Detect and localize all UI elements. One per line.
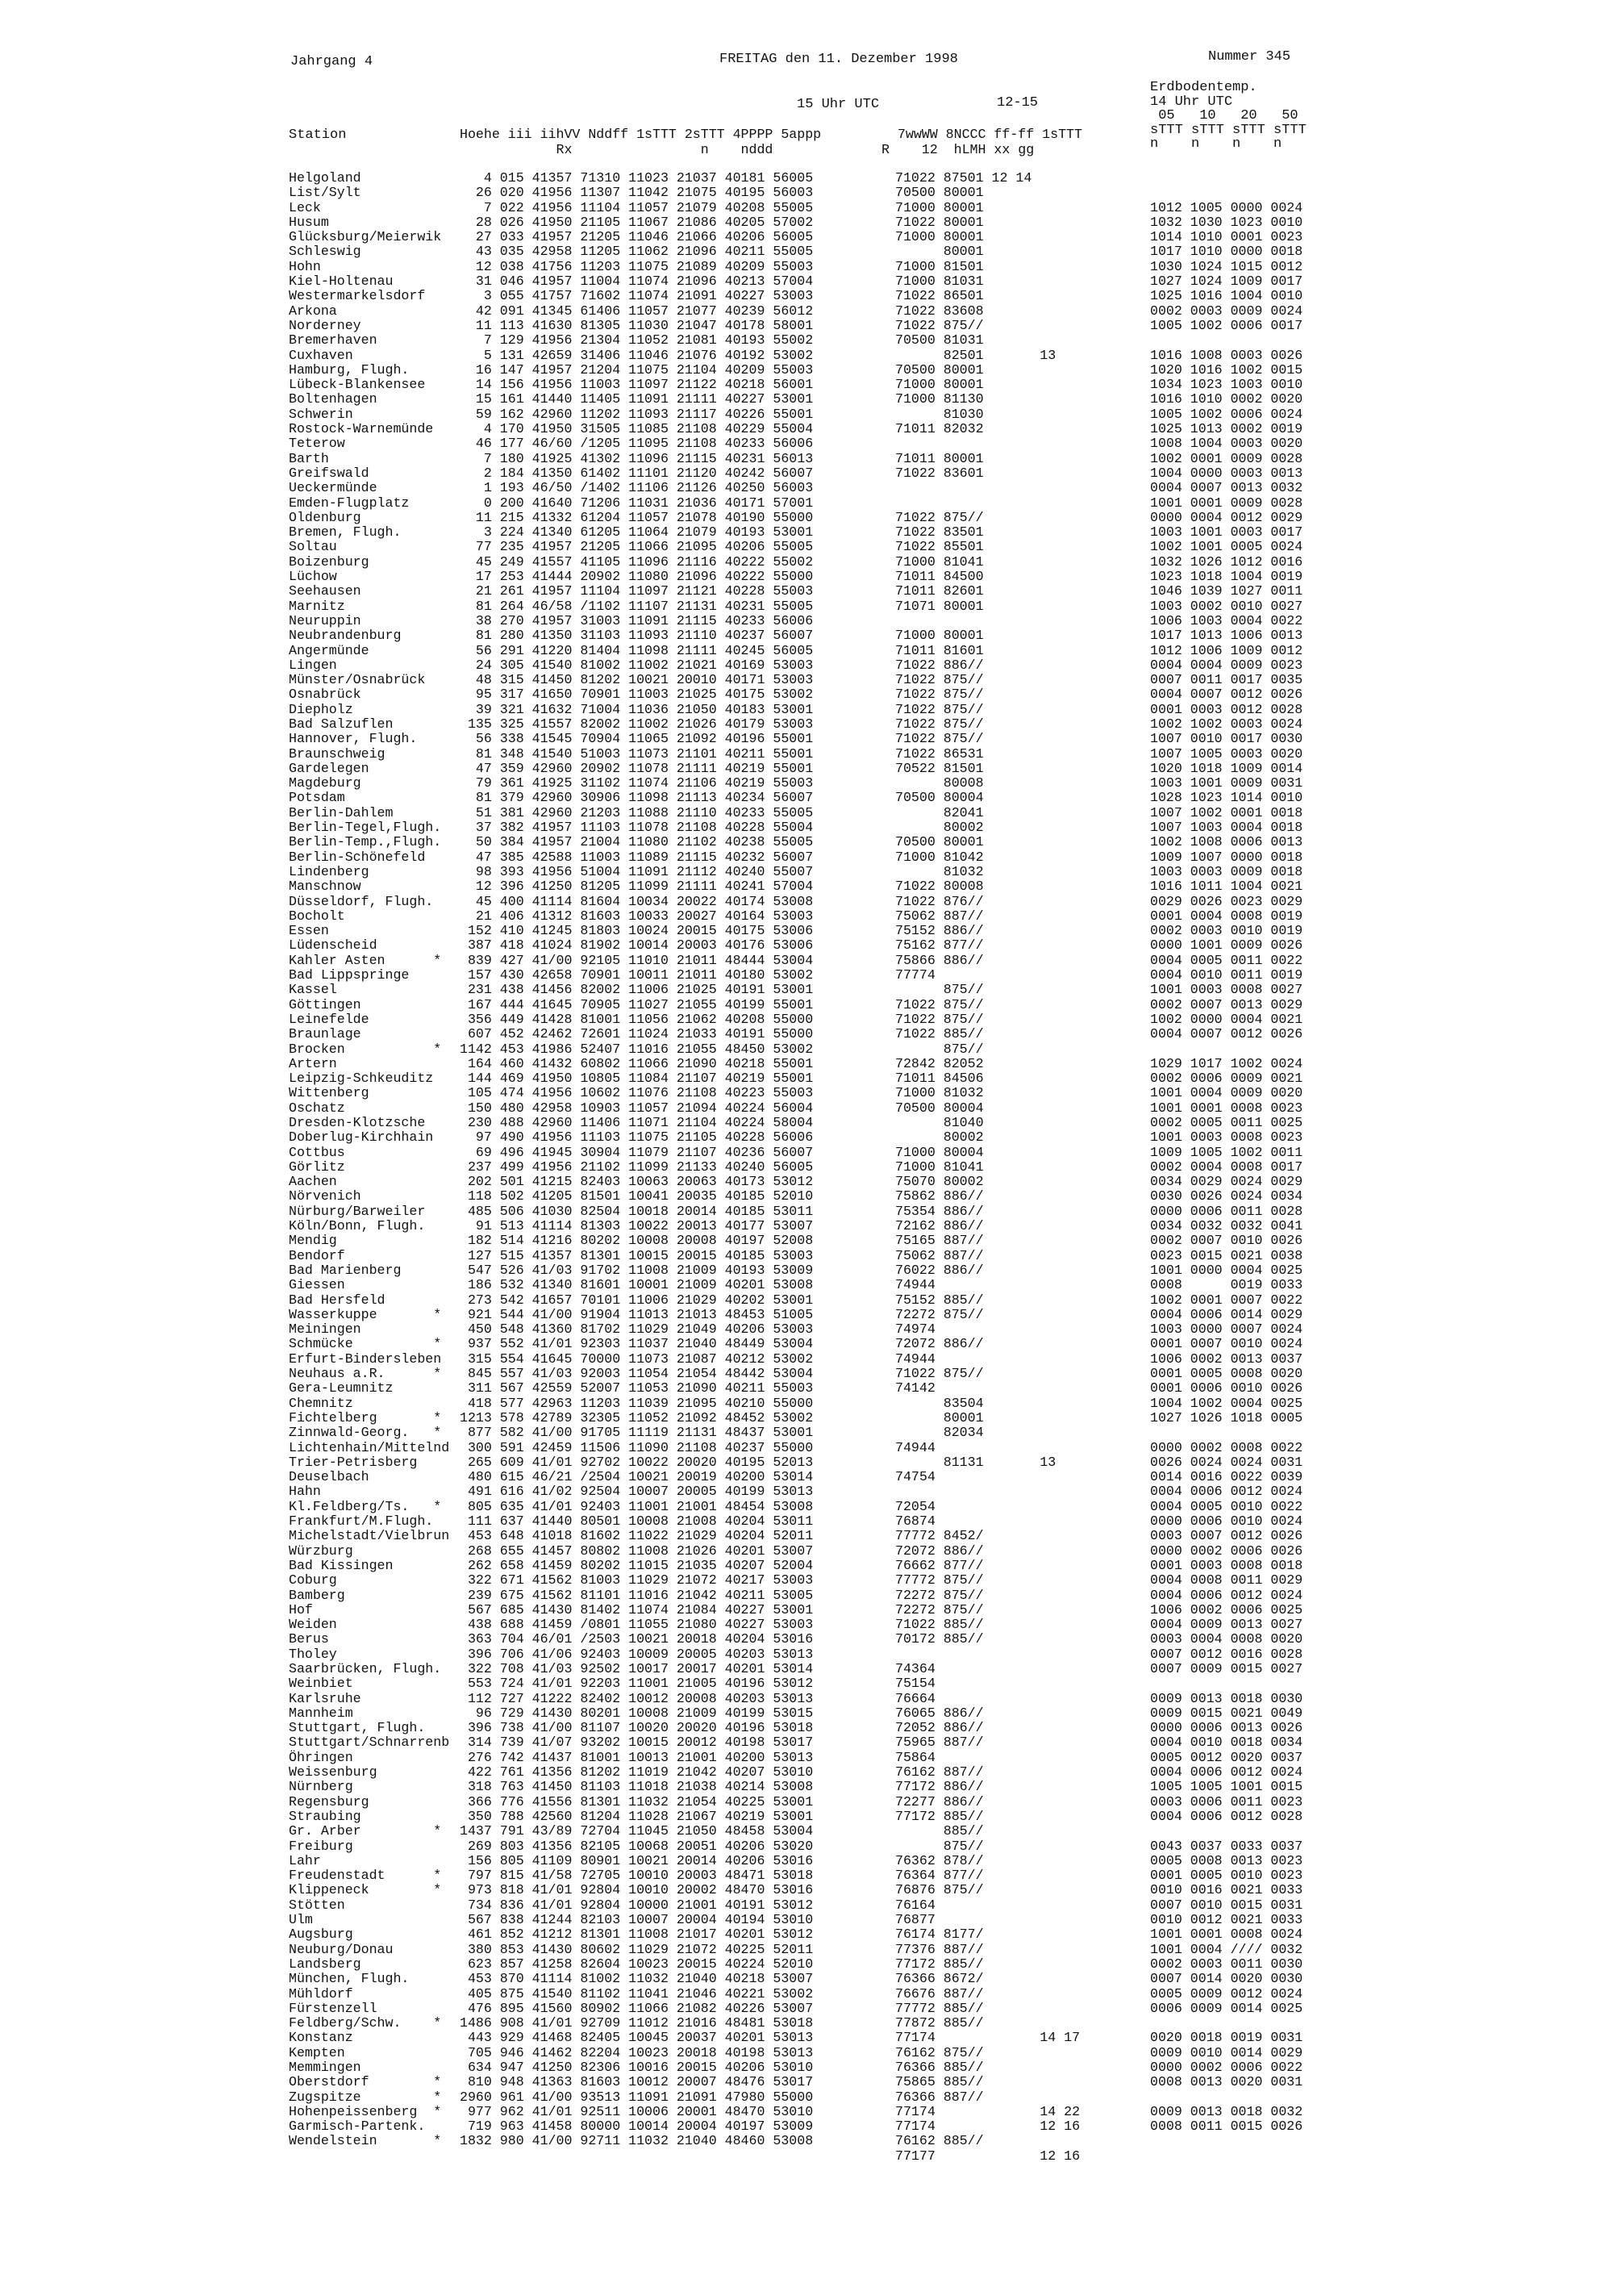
date-label: FREITAG den 11. Dezember 1998 xyxy=(719,52,958,67)
synop-observations-table: 4 015 41357 71310 11023 21037 40181 56005 26 020 41956 11307 11042 21075 40195 56003 7 022 41956 11104 11057 21079 40208 55005 28 026 41950 21105 11067 21086 40205 57002 27 033 41957 21205 11046 21066 40206 56005 43 035 42958 11205 11062 21096 40211 55005 12 038 41756 11203 11075 21089 40209 55003 31 046 41957 11004 11074 21096 40213 57004 3 055 41757 71602 11074 21091 40227 53003 42 091 41345 61406 11057 21077 40239 56012 11 113 41630 81305 11030 21047 40178 58001 7 129 41956 21304 11052 21081 40193 55002 5 131 42659 31406 11046 21076 40192 53002 16 147 41957 21204 11075 21104 40209 55003 14 156 41956 11003 11097 21122 40218 56001 15 161 41440 11405 11091 21111 40227 53001 59 162 42960 11202 11093 21117 40226 55001 4 170 41950 31505 11085 21108 40229 55004 46 177 46/60 /1205 11095 21108 40233 56006 7 180 41925 41302 11096 21115 40231 56013 2 184 41350 61402 11101 21120 40242 56007 1 193 46/50 /1402 11106 21126 40250 56003 0 200 41640 71206 11031 21036 40171 57001 11 215 41332 61204 11057 21078 40190 55000 3 224 41340 61205 11064 21079 40193 53001 77 235 41957 21205 11066 21095 40206 55005 45 249 41557 41105 11096 21116 40222 55002 17 253 41444 20902 11080 21096 40222 55000 21 261 41957 11104 11097 21121 40228 55003 81 264 46/58 /1102 11107 21131 40231 55005 38 270 41957 31003 11091 21115 40233 56006 81 280 41350 31103 11093 21110 40237 56007 56 291 41220 81404 11098 21111 40245 56005 24 305 41540 81002 11002 21021 40169 53003 48 315 41450 81202 10021 20010 40171 53003 95 317 41650 70901 11003 21025 40175 53002 39 321 41632 71004 11036 21050 40183 53001 135 325 41557 82002 11002 21026 40179 53003 56 338 41545 70904 11065 21092 40196 55001 81 348 41540 51003 11073 21101 40211 55001 47 359 42960 20902 11078 21111 40219 55001 79 361 41925 31102 11074 21106 40219 55003 81 379 42960 30906 11098 21113 40234 56007 51 381 42960 21203 11088 21110 40233 55005 37 382 41957 11103 11078 21108 40228 55004 50 384 41957 21004 11080 21102 40238 55005 47 385 42588 11003 11089 21115 40232 56007 98 393 41956 51004 11091 21112 40240 55007 12 396 41250 81205 11099 21111 40241 57004 45 400 41114 81604 10034 20022 40174 53008 21 406 41312 81603 10033 20027 40164 53003 152 410 41245 81803 10024 20015 40175 53006 387 418 41024 81902 10014 20003 40176 53006 839 427 41/00 92105 11010 21011 48444 53004 157 430 42658 70901 10011 21011 40180 53002 231 438 41456 82002 11006 21025 40191 53001 167 444 41645 70905 11027 21055 40199 55001 356 449 41428 81001 11056 21062 40208 55000 607 452 42462 72601 11024 21033 40191 55000 1142 453 41986 52407 11016 21055 48450 53002 164 460 41432 60802 11066 21090 40218 55001 144 469 41950 10805 11084 21107 40219 55001 105 474 41956 10602 11076 21108 40223 55003 150 480 42958 10903 11057 21094 40224 56004 230 488 42960 11406 11071 21104 40224 58004 97 490 41956 11103 11075 21105 40228 56006 69 496 41945 30904 11079 21107 40236 56007 237 499 41956 21102 11099 21133 40240 56005 202 501 41215 82403 10063 20063 40173 53012 118 502 41205 81501 10041 20035 40185 52010 485 506 41030 82504 10018 20014 40185 53011 91 513 41114 81303 10022 20013 40177 53007 182 514 41216 80202 10008 20008 40197 52008 127 515 41357 81301 10015 20015 40185 53003 547 526 41/03 91702 11008 21009 40193 53009 186 532 41340 81601 10001 21009 40201 53008 273 542 41657 70101 11006 21029 40202 53001 921 544 41/00 91904 11013 21013 48453 51005 450 548 41360 81702 11029 21049 40206 53003 937 552 41/01 92303 11037 21040 48449 53004 315 554 41645 70000 11073 21087 40212 53002 845 557 41/03 92003 11054 21054 48442 53004 311 567 42559 52007 11053 21090 40211 55003 418 577 42963 11203 11039 21095 40210 55000 1213 578 42789 32305 11052 21092 48452 53002 877 582 41/00 91705 11119 21131 48437 53001 300 591 42459 11506 11090 21108 40237 55000 265 609 41/01 92702 10022 20020 40195 52013 480 615 46/21 /2504 10021 20019 40200 53014 491 616 41/02 92504 10007 20005 40199 53013 805 635 41/01 92403 11001 21001 48454 53008 111 637 41440 80501 10008 21008 40204 53011 453 648 41018 81602 11022 21029 40204 52011 268 655 41457 80802 11008 21026 40201 53007 262 658 41459 80202 11015 21035 40207 52004 322 671 41562 81003 11029 21072 40217 53003 239 675 41562 81101 11016 21042 40211 53005 567 685 41430 81402 11074 21084 40227 53001 438 688 41459 /0801 11055 21080 40227 53003 363 704 46/01 /2503 10021 20018 40204 53016 396 706 41/06 92403 10009 20005 40203 53013 322 708 41/03 92502 10017 20017 40201 53014 553 724 41/01 92203 11001 21005 40196 53012 112 727 41222 82402 10012 20008 40203 53013 96 729 41430 80201 10008 21009 40199 53015 396 738 41/00 81107 10020 20020 40196 53018 314 739 41/07 93202 10015 20012 40198 53017 276 742 41437 81001 10013 21001 40200 53013 422 761 41356 81202 11019 21042 40207 53010 318 763 41450 81103 11018 21038 40214 53008 366 776 41556 81301 11032 21054 40225 53001 350 788 42560 81204 11028 21067 40219 53001 1437 791 43/89 72704 11045 21050 48458 53004 269 803 41356 82105 10068 20051 40206 53020 156 805 41109 80901 10021 20014 40206 53016 797 815 41/58 72705 10010 20003 48471 53018 973 818 41/01 92804 10010 20002 48470 53016 734 836 41/01 92804 10000 21001 40191 53012 567 838 41244 82103 10007 20004 40194 53010 461 852 41212 81301 11008 21017 40201 53012 380 853 41430 80602 11029 21072 40225 52011 623 857 41258 82604 10023 20015 40224 52010 453 870 41114 81002 11032 21040 40218 53007 405 875 41540 81102 11041 21046 40221 53002 476 895 41560 80902 11066 21082 40226 53007 1486 908 41/01 92709 11012 21016 48481 53018 443 929 41468 82405 10045 20037 40201 53013 705 946 41462 82204 10023 20018 40198 53013 634 947 41250 82306 10016 20015 40206 53010 810 948 41363 81603 10012 20007 48476 53017 2960 961 41/00 93513 11091 21091 47980 55000 977 962 41/01 92511 10006 20001 48470 53010 719 963 41458 80000 10014 20004 40197 53009 1832 980 41/00 92711 11032 21040 48460 53008 xyxy=(460,170,814,2149)
period-heading: 12-15 xyxy=(997,95,1039,111)
soil-temperature-table: 1012 1005 0000 0024 1032 1030 1023 0010 1014 1010 0001 0023 1017 1010 0000 0018 1030 1024 1015 0012 1027 1024 1009 0017 1025 1016 1004 0010 0002 0003 0009 0024 1005 1002 0006 0017 1016 1008 0003 0026 1020 1016 1002 0015 1034 1023 1003 0010 1016 1010 0002 0020 1005 1002 0006 0024 1025 1013 0002 0019 1008 1004 0003 0020 1002 0001 0009 0028 1004 0000 0003 0013 0004 0007 0013 0032 1001 0001 0009 0028 0000 0004 0012 0029 1003 1001 0003 0017 1002 1001 0005 0024 1032 1026 1012 0016 1023 1018 1004 0019 1046 1039 1027 0011 1003 0002 0010 0027 1006 1003 0004 0022 1017 1013 1006 0013 1012 1006 1009 0012 0004 0004 0009 0023 0007 0011 0017 0035 0004 0007 0012 0026 0001 0003 0012 0028 1002 1002 0003 0024 1007 0010 0017 0030 1007 1005 0003 0020 1020 1018 1009 0014 1003 1001 0009 0031 1028 1023 1014 0010 1007 1002 0001 0018 1007 1003 0004 0018 1002 1008 0006 0013 1009 1007 0000 0018 1003 0003 0009 0018 1016 1011 1004 0021 0029 0026 0023 0029 0001 0004 0008 0019 0002 0003 0010 0019 0000 1001 0009 0026 0004 0005 0011 0022 0004 0010 0011 0019 1001 0003 0008 0027 0002 0007 0013 0029 1002 0000 0004 0021 0004 0007 0012 0026 1029 1017 1002 0024 0002 0006 0009 0021 1001 0004 0009 0020 1001 0001 0008 0023 0002 0005 0011 0025 1001 0003 0008 0023 1009 1005 1002 0011 0002 0004 0008 0017 0034 0029 0024 0029 0030 0026 0024 0034 0000 0006 0011 0028 0034 0032 0032 0041 0002 0007 0010 0026 0023 0015 0021 0038 1001 0000 0004 0025 0008 0019 0033 1002 0001 0007 0022 0004 0006 0014 0029 1003 0000 0007 0024 0001 0007 0010 0024 1006 0002 0013 0037 0001 0005 0008 0020 0001 0006 0010 0026 1004 1002 0004 0025 1027 1026 1018 0005 0000 0002 0008 0022 0026 0024 0024 0031 0014 0016 0022 0039 0004 0006 0012 0024 0004 0005 0010 0022 0000 0006 0010 0024 0003 0007 0012 0026 0000 0002 0006 0026 0001 0003 0008 0018 0004 0008 0011 0029 0004 0006 0012 0024 1006 0002 0006 0025 0004 0009 0013 0027 0003 0004 0008 0020 0007 0012 0016 0028 0007 0009 0015 0027 0009 0013 0018 0030 0009 0015 0021 0049 0000 0006 0013 0026 0004 0010 0018 0034 0005 0012 0020 0037 0004 0006 0012 0024 1005 1005 1001 0015 0003 0006 0011 0023 0004 0006 0012 0028 0043 0037 0033 0037 0005 0008 0013 0023 0001 0005 0010 0023 0010 0016 0021 0033 0007 0010 0015 0031 0010 0012 0021 0033 1001 0001 0008 0024 1001 0004 //// 0032 0002 0003 0011 0030 0007 0014 0020 0030 0005 0009 0012 0024 0006 0009 0014 0025 0020 0018 0019 0031 0009 0010 0014 0029 0000 0002 0006 0022 0008 0013 0020 0031 0009 0013 0018 0032 0008 0011 0015 0026 xyxy=(1150,199,1303,2135)
observation-time-heading: 15 Uhr UTC xyxy=(797,97,880,112)
soil-temperature-heading: Erdbodentemp. 14 Uhr UTC 05 10 20 50 sTTT sTTT sTTT sTTT n n n n xyxy=(1150,80,1307,152)
station-names-list: Helgoland List/Sylt Leck Husum Glücksburg/Meierwik Schleswig Hohn Kiel-Holtenau Westermarkelsdorf Arkona Norderney Bremerhaven Cuxhaven Hamburg, Flugh. Lübeck-Blankensee Boltenhagen Schwerin Rostock-Warnemünde Teterow Barth Greifswald Ueckermünde Emden-Flugplatz Oldenburg Bremen, Flugh. Soltau Boizenburg Lüchow Seehausen Marnitz Neuruppin Neubrandenburg Angermünde Lingen Münster/Osnabrück Osnabrück Diepholz Bad Salzuflen Hannover, Flugh. Braunschweig Gardelegen Magdeburg Potsdam Berlin-Dahlem Berlin-Tegel,Flugh. Berlin-Temp.,Flugh. Berlin-Schönefeld Lindenberg Manschnow Düsseldorf, Flugh. Bocholt Essen Lüdenscheid Kahler Asten * Bad Lippspringe Kassel Göttingen Leinefelde Braunlage Brocken * Artern Leipzig-Schkeuditz Wittenberg Oschatz Dresden-Klotzsche Doberlug-Kirchhain Cottbus Görlitz Aachen Nörvenich Nürburg/Barweiler Köln/Bonn, Flugh. Mendig Bendorf Bad Marienberg Giessen Bad Hersfeld Wasserkuppe * Meiningen Schmücke * Erfurt-Bindersleben Neuhaus a.R. * Gera-Leumnitz Chemnitz Fichtelberg * Zinnwald-Georg. * Lichtenhain/Mittelnd Trier-Petrisberg Deuselbach Hahn Kl.Feldberg/Ts. * Frankfurt/M.Flugh. Michelstadt/Vielbrun Würzburg Bad Kissingen Coburg Bamberg Hof Weiden Berus Tholey Saarbrücken, Flugh. Weinbiet Karlsruhe Mannheim Stuttgart, Flugh. Stuttgart/Schnarrenb Öhringen Weissenburg Nürnberg Regensburg Straubing Gr. Arber * Freiburg Lahr Freudenstadt * Klippeneck * Stötten Ulm Augsburg Neuburg/Donau Landsberg München, Flugh. Mühldorf Fürstenzell Feldberg/Schw. * Konstanz Kempten Memmingen Oberstdorf * Zugspitze * Hohenpeissenberg * Garmisch-Partenk. Wendelstein * xyxy=(289,170,450,2149)
issue-number: Nummer 345 xyxy=(1208,49,1291,65)
section2-groups-table: 71022 87501 12 14 70500 80001 71000 80001 71022 80001 71000 80001 80001 71000 81501 71000 81031 71022 86501 71022 83608 71022 875// 70500 81031 82501 13 70500 80001 71000 80001 71000 81130 81030 71011 82032 71011 80001 71022 83601 71022 875// 71022 83501 71022 85501 71000 81041 71011 84500 71011 82601 71071 80001 71000 80001 71011 81601 71022 886// 71022 875// 71022 875// 71022 875// 71022 875// 71022 875// 71022 86531 70522 81501 80008 70500 80004 82041 80002 70500 80001 71000 81042 81032 71022 80008 71022 876// 75062 887// 75152 886// 75162 877// 75866 886// 77774 875// 71022 875// 71022 875// 71022 885// 875// 72842 82052 71011 84506 71000 81032 70500 80004 81040 80002 71000 80004 71000 81041 75070 80002 75862 886// 75354 886// 72162 886// 75165 887// 75062 887// 76022 886// 74944 75152 885// 72272 875// 74974 72072 886// 74944 71022 875// 74142 83504 80001 82034 74944 81131 13 74754 72054 76874 77772 8452/ 72072 886// 76662 877// 77772 875// 72272 875// 72272 875// 71022 885// 70172 885// 74364 75154 76664 76065 886// 72052 886// 75965 887// 75864 76162 887// 77172 886// 72277 886// 77172 885// 885// 875// 76362 878// 76364 877// 76876 875// 76164 76877 76174 8177/ 77376 887// 77172 885// 76366 8672/ 76676 887// 77772 885// 77872 885// 77174 14 17 76162 875// 76366 885// 75865 885// 76366 887// 77174 14 22 77174 12 16 76162 885// 77177 12 16 xyxy=(895,170,1081,2164)
section2-column-headings: 7wwWW 8NCCC ff-ff 1sTTT R 12 hLMH xx gg xyxy=(882,127,1082,157)
volume-label: Jahrgang 4 xyxy=(290,54,373,69)
synop-column-headings: Hoehe iii iihVV Nddff 1sTTT 2sTTT 4PPPP 5appp Rx n nddd xyxy=(460,127,822,157)
station-column-heading: Station xyxy=(289,127,347,143)
